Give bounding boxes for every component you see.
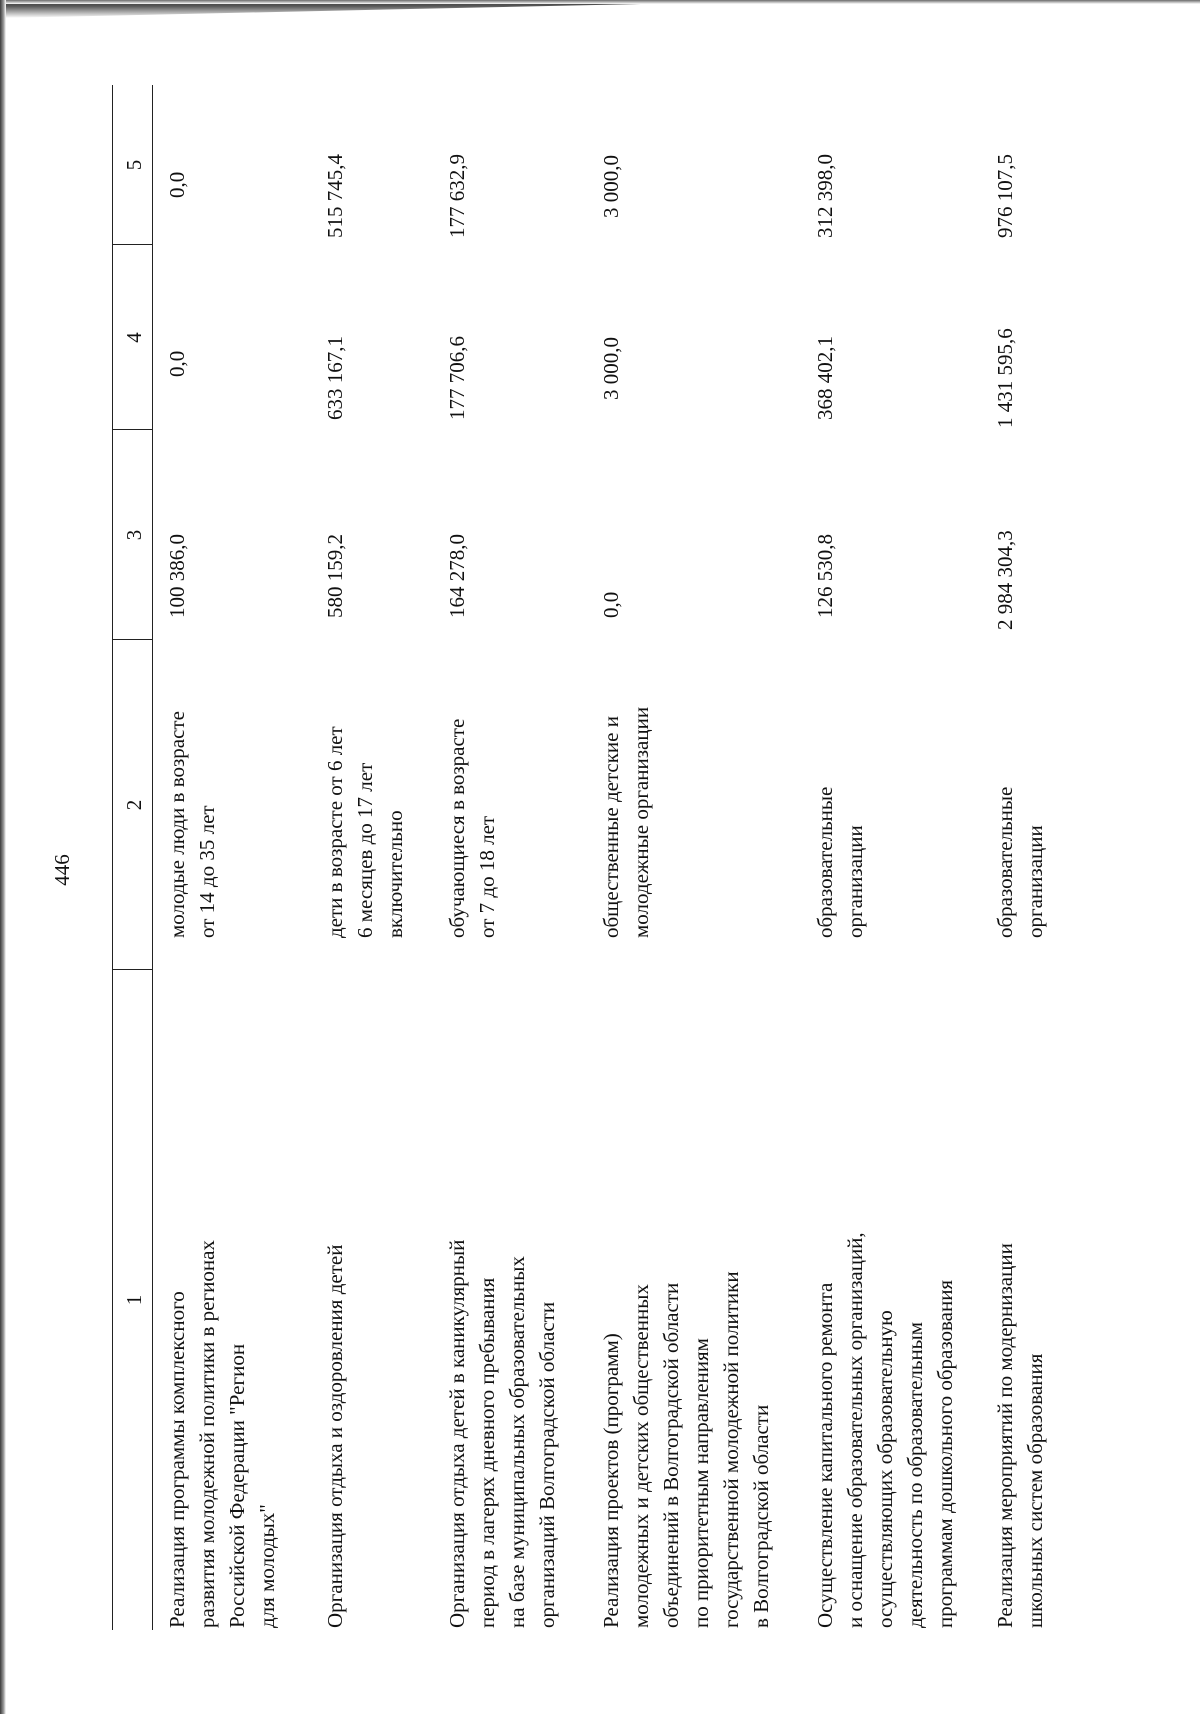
table-row-1-description: Реализация программы комплексного развития молодежной политики в регионах Российской Федерации "Регион для молодых" xyxy=(165,1240,279,1628)
table-row-2-recipients: дети в возрасте от 6 лет 6 месяцев до 17 лет включительно xyxy=(323,726,407,938)
table-row-1-value-4: 0,0 xyxy=(165,350,189,377)
table-row-2-value-5: 515 745,4 xyxy=(323,154,347,238)
table-row-1-value-3: 100 386,0 xyxy=(165,534,189,618)
column-header-3: 3 xyxy=(122,529,146,541)
table-row-6-value-3: 2 984 304,3 xyxy=(993,530,1017,630)
table-row-6-value-5: 976 107,5 xyxy=(993,154,1017,238)
table-row-2-description: Организация отдыха и оздоровления детей xyxy=(323,1244,347,1628)
table-row-4-value-4: 3 000,0 xyxy=(599,337,623,400)
table-row-2-value-4: 633 167,1 xyxy=(323,336,347,420)
table-row-5-value-3: 126 530,8 xyxy=(813,534,837,618)
rotated-landscape-page xyxy=(40,65,1080,1690)
table-row-3-value-5: 177 632,9 xyxy=(445,154,469,238)
table-row-6-value-4: 1 431 595,6 xyxy=(993,328,1017,428)
column-header-5: 5 xyxy=(122,159,146,171)
table-row-3-value-4: 177 706,6 xyxy=(445,336,469,420)
table-row-3-recipients: обучающиеся в возрасте от 7 до 18 лет xyxy=(445,718,499,938)
table-row-5-value-5: 312 398,0 xyxy=(813,154,837,238)
table-row-1-recipients: молодые люди в возрасте от 14 до 35 лет xyxy=(165,711,219,938)
table-row-6-description: Реализация мероприятий по модернизации школьных систем образования xyxy=(993,1243,1047,1628)
column-header-2: 2 xyxy=(122,799,146,811)
column-header-4: 4 xyxy=(122,332,146,343)
table-row-5-description: Осуществление капитального ремонта и оснащение образовательных организаций, осуществляющих образовательную деятельность по образовательным программам дошкольного образования xyxy=(813,1232,957,1628)
table-row-4-value-5: 3 000,0 xyxy=(599,155,623,218)
table-row-2-value-3: 580 159,2 xyxy=(323,534,347,618)
column-header-1: 1 xyxy=(122,1294,146,1306)
header-bottom-border xyxy=(152,85,153,1630)
table-row-4-description: Реализация проектов (программ) молодежных и детских общественных объединений в Волгоградской области по приоритетным направлениям государственной молодежной политики в Волгоградской области xyxy=(599,1271,773,1628)
table-row-3-value-3: 164 278,0 xyxy=(445,534,469,618)
table-row-5-value-4: 368 402,1 xyxy=(813,336,837,420)
scan-edge-top xyxy=(0,0,1200,4)
table-row-5-recipients: образовательные организации xyxy=(813,786,867,938)
table-row-4-recipients: общественные детские и молодежные организации xyxy=(599,706,653,938)
table-row-4-value-3: 0,0 xyxy=(599,591,623,618)
scan-edge-left xyxy=(0,0,6,1714)
table-top-border xyxy=(112,85,113,1630)
table-row-1-value-5: 0,0 xyxy=(165,171,189,198)
page-number: 446 xyxy=(50,854,74,886)
table-row-6-recipients: образовательные организации xyxy=(993,786,1047,938)
table-row-3-description: Организация отдыха детей в каникулярный период в лагерях дневного пребывания на базе муниципальных образовательных организаций Волгоградской области xyxy=(445,1239,559,1628)
